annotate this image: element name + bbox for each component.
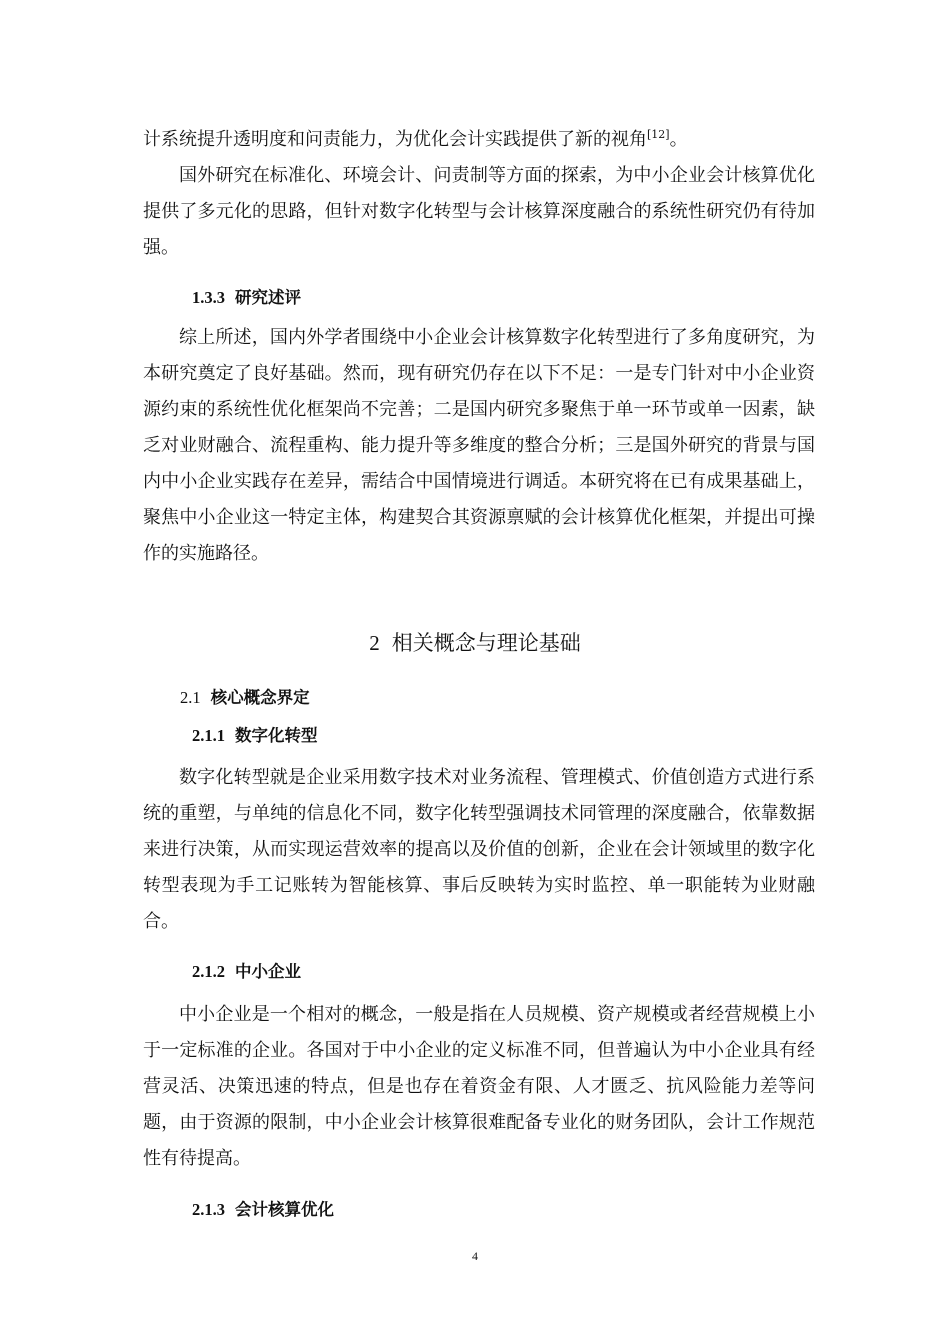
heading-2-1-2-title: 中小企业 [235,962,301,981]
heading-1-3-3-number: 1.3.3 [192,288,225,307]
heading-1-3-3-title: 研究述评 [235,288,301,307]
chapter-number: 2 [369,631,380,655]
citation-12: [12] [647,128,670,141]
heading-2-1-2 [192,958,301,982]
page-number: 4 [472,1249,478,1263]
heading-2-1-3-number: 2.1.3 [192,1200,225,1219]
paragraph-1 [143,122,815,158]
paragraph-5: 中小企业是一个相对的概念，一般是指在人员规模、资产规模或者经营规模上小于一定标准的企业。各国对于中小企业的定义标准不同，但普遍认为中小企业具有经营灵活、决策迅速的特点，但是也存在着资金有限、人才匮乏、抗风险能力差等问题，由于资源的限制，中小企业会计核算很难配备专业化的财务团队，会计工作规范性有待提高。 [143,1004,815,1169]
paragraph-1-text: 计系统提升透明度和问责能力，为优化会计实践提供了新的视角 [143,129,647,150]
heading-2-1-3 [192,1196,334,1220]
chapter-title: 相关概念与理论基础 [391,631,581,655]
heading-2-1-1-title: 数字化转型 [235,726,318,745]
paragraph-4: 数字化转型就是企业采用数字技术对业务流程、管理模式、价值创造方式进行系统的重塑，与单纯的信息化不同，数字化转型强调技术同管理的深度融合，依靠数据来进行决策，从而实现运营效率的提高以及价值的创新，企业在会计领域里的数字化转型表现为手工记账转为智能核算、事后反映转为实时监控、单一职能转为业财融合。 [143,767,815,932]
heading-2-1-number: 2.1 [180,688,201,707]
paragraph-2: 国外研究在标准化、环境会计、问责制等方面的探索，为中小企业会计核算优化提供了多元化的思路，但针对数字化转型与会计核算深度融合的系统性研究仍有待加强。 [143,165,815,258]
heading-1-3-3 [192,284,301,308]
heading-2-1-1-number: 2.1.1 [192,726,225,745]
heading-2-1-3-title: 会计核算优化 [235,1200,334,1219]
heading-2-1-1 [192,722,318,746]
heading-2-1-title: 核心概念界定 [210,688,310,707]
paragraph-3: 综上所述，国内外学者围绕中小企业会计核算数字化转型进行了多角度研究，为本研究奠定了良好基础。然而，现有研究仍存在以下不足：一是专门针对中小企业资源约束的系统性优化框架尚不完善；二是国内研究多聚焦于单一环节或单一因素，缺乏对业财融合、流程重构、能力提升等多维度的整合分析；三是国外研究的背景与国内中小企业实践存在差异，需结合中国情境进行调适。本研究将在已有成果基础上，聚焦中小企业这一特定主体，构建契合其资源禀赋的会计核算优化框架，并提出可操作的实施路径。 [143,327,815,564]
heading-2-1 [180,684,310,708]
paragraph-1-end: 。 [669,129,688,150]
heading-2-1-2-number: 2.1.2 [192,962,225,981]
chapter-heading [0,627,950,657]
